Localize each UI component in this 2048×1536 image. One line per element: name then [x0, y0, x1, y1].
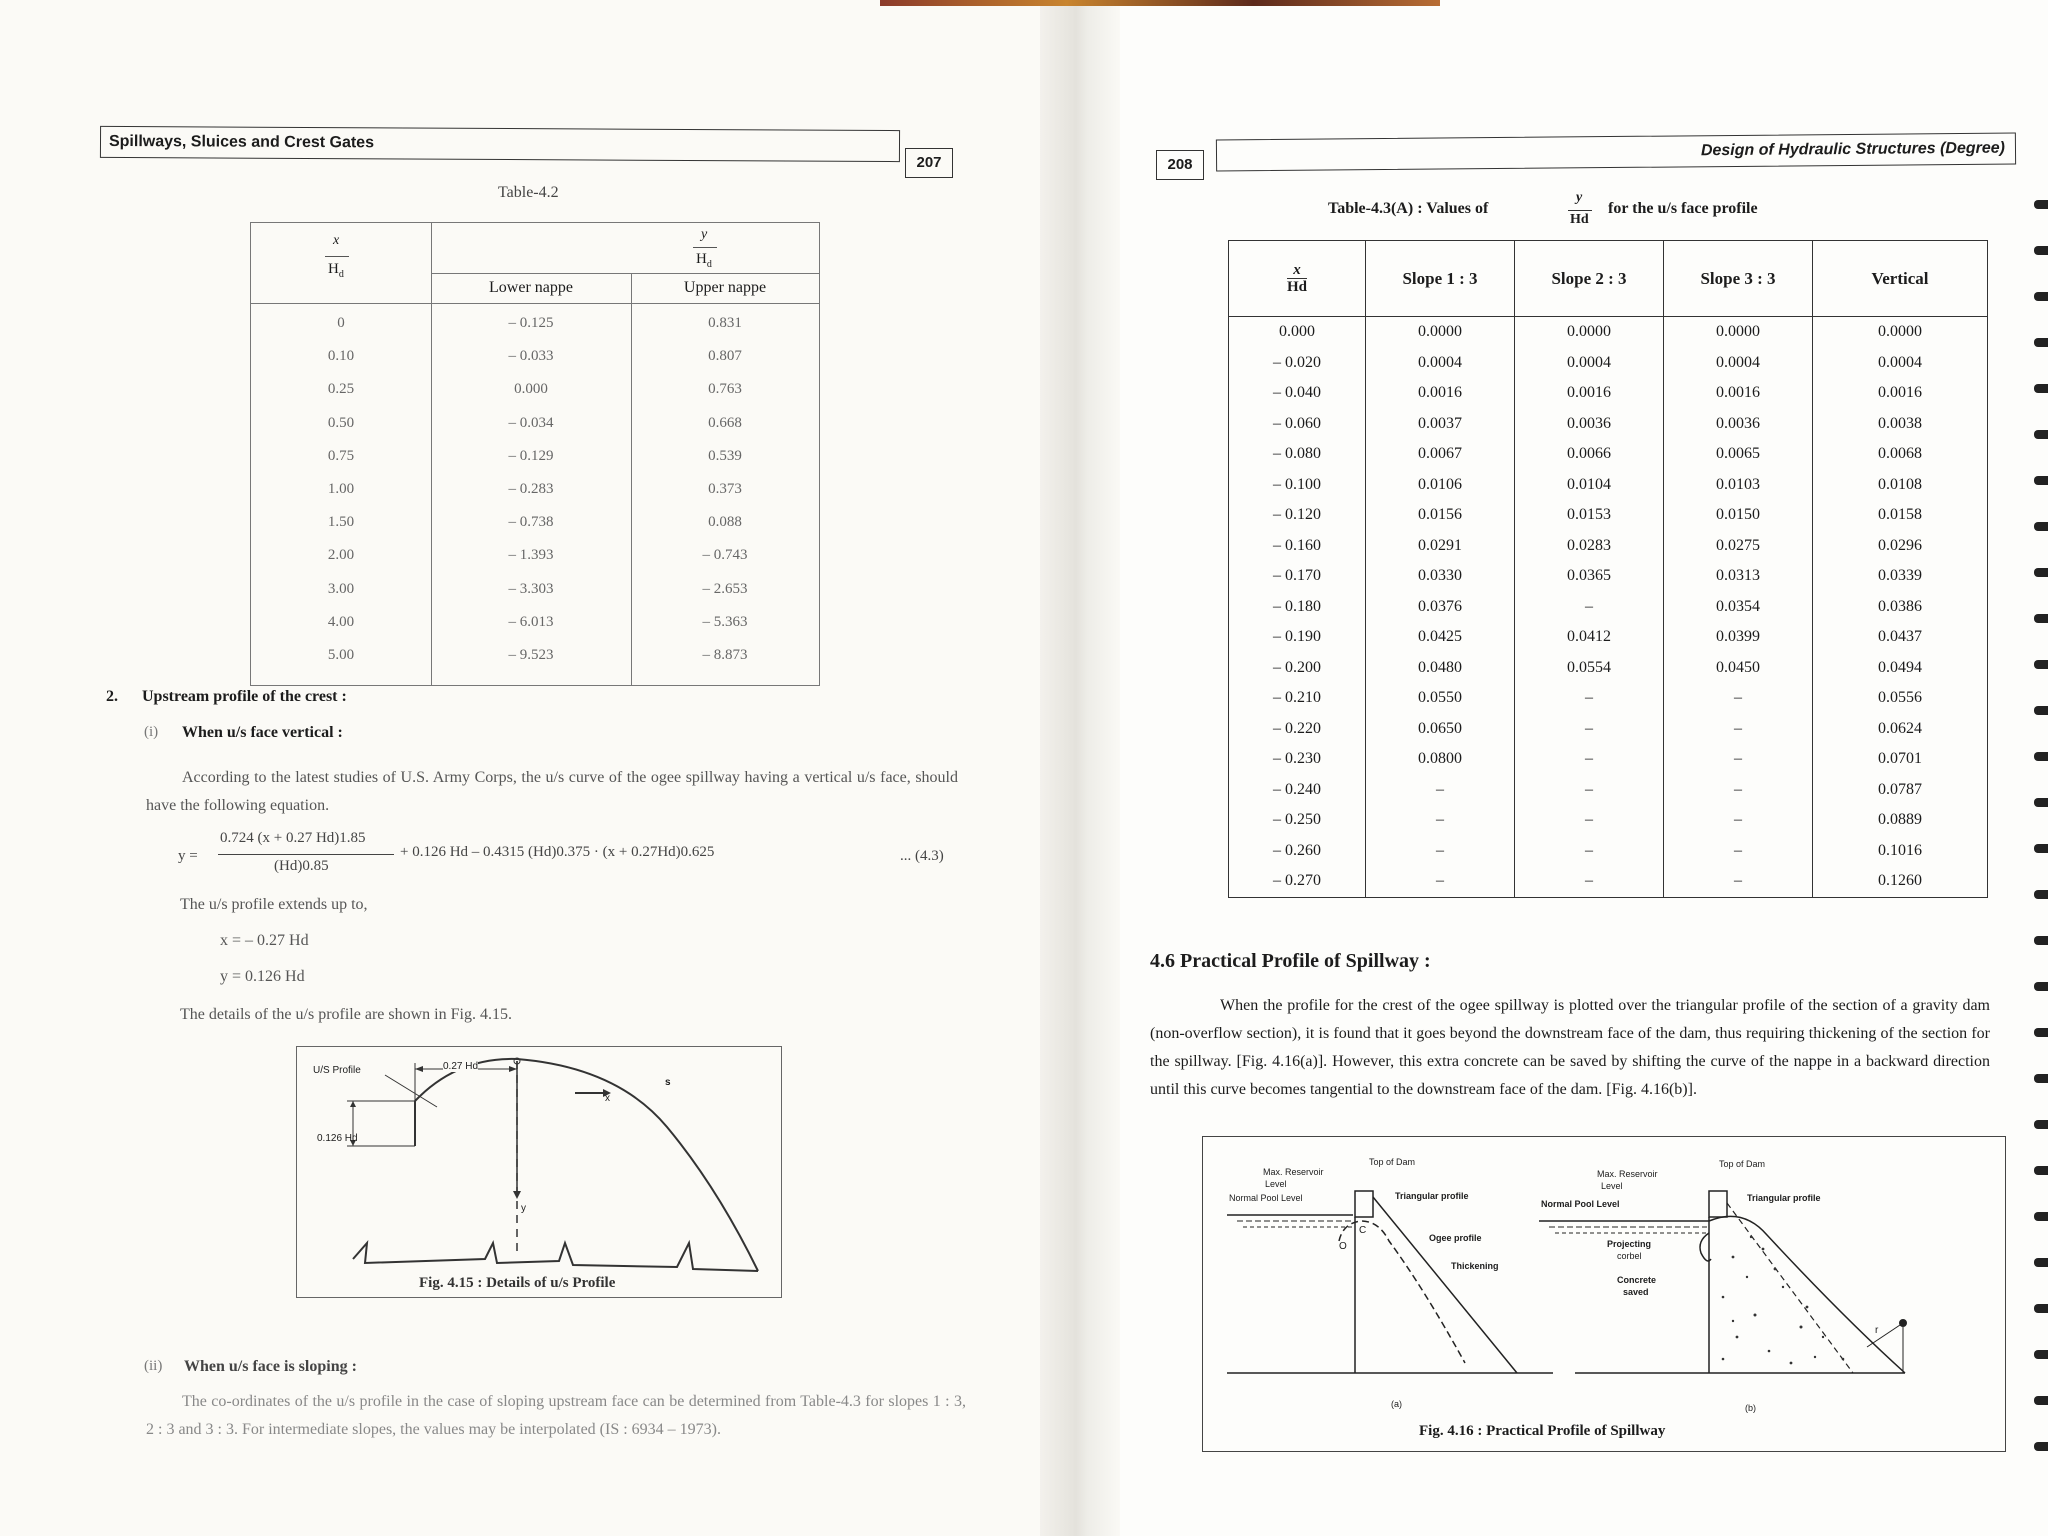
spiral-ring [2034, 1166, 2048, 1175]
table-cell-value: 0.0399 [1664, 622, 1813, 653]
table-cell-value: 0.0004 [1366, 348, 1515, 379]
spiral-ring [2034, 890, 2048, 899]
x-label: x [333, 233, 340, 248]
fig-a-ogee-profile: Ogee profile [1429, 1233, 1482, 1243]
spiral-ring [2034, 798, 2048, 807]
table-cell-value: 0.0104 [1515, 470, 1664, 501]
table-cell-value: 0.0106 [1366, 470, 1515, 501]
table-cell-value: 0.0016 [1366, 378, 1515, 409]
spiral-ring [2034, 660, 2048, 669]
table-cell-value: 0.0066 [1515, 439, 1664, 470]
table-cell-x: – 0.100 [1229, 470, 1366, 501]
table-cell-value: 0.0000 [1515, 317, 1664, 348]
left-header-title: Spillways, Sluices and Crest Gates [108, 132, 375, 152]
table-cell-upper: 0.539 [708, 447, 742, 464]
upper-nappe-header: Upper nappe [683, 279, 767, 296]
table-cell-value: – [1515, 683, 1664, 714]
col-x-den: Hd [1286, 279, 1307, 295]
table-cell-value: 0.0291 [1366, 531, 1515, 562]
section-4-6-title: 4.6 Practical Profile of Spillway : [1150, 950, 1431, 972]
caption-fraction-denominator: Hd [1570, 212, 1589, 227]
col-slope-1-3: Slope 1 : 3 [1366, 241, 1515, 317]
table-cell-x: – 0.120 [1229, 500, 1366, 531]
table-cell-value: – [1515, 805, 1664, 836]
table-cell-value: 0.0800 [1366, 744, 1515, 775]
table-cell-value: – [1515, 714, 1664, 745]
col-x-over-hd [1229, 241, 1366, 317]
spiral-ring [2034, 1074, 2048, 1083]
table-cell-x: 4.00 [327, 613, 355, 630]
table-cell-value: 0.0330 [1366, 561, 1515, 592]
fig-b-sublabel: (b) [1745, 1403, 1756, 1413]
table-cell-x: 3.00 [327, 580, 355, 597]
table-cell-x: – 0.210 [1229, 683, 1366, 714]
caption-prefix: Table-4.3(A) : Values of [1328, 200, 1489, 217]
table-row [251, 307, 819, 340]
spiral-ring [2034, 1350, 2048, 1359]
table-cell-value: 0.0412 [1515, 622, 1664, 653]
spiral-ring [2034, 1120, 2048, 1129]
table-4-3a-body [1229, 317, 1988, 898]
figure-4-16-caption: Fig. 4.16 : Practical Profile of Spillway [1419, 1423, 1666, 1439]
table-cell-value: 0.0275 [1664, 531, 1813, 562]
table-cell-value: 0.0158 [1813, 500, 1988, 531]
table-cell-value: 0.0425 [1366, 622, 1515, 653]
table-cell-lower: – 0.129 [508, 447, 554, 464]
subsection-ii-title: When u/s face is sloping : [184, 1358, 357, 1375]
fig-b-triangular-profile: Triangular profile [1747, 1193, 1821, 1203]
table-cell-value: 0.0313 [1664, 561, 1813, 592]
concrete-stipple [1722, 1236, 1845, 1365]
table-cell-value: 0.0354 [1664, 592, 1813, 623]
fig-b-normal-pool: Normal Pool Level [1541, 1199, 1620, 1209]
label-us-profile: U/S Profile [313, 1065, 361, 1076]
table-cell-value: 0.0554 [1515, 653, 1664, 684]
table-cell-upper: – 5.363 [702, 613, 748, 630]
table-cell-upper: 0.088 [708, 514, 742, 531]
table-cell-value: – [1664, 714, 1813, 745]
equation-fraction-bar [218, 854, 394, 855]
table-cell-lower: – 0.283 [508, 481, 554, 497]
fig-b-top-of-dam: Top of Dam [1719, 1159, 1766, 1169]
spiral-ring [2034, 752, 2048, 761]
table-cell-lower: – 0.125 [508, 315, 554, 331]
table-cell-value: – [1664, 866, 1813, 897]
fig-a-sublabel: (a) [1391, 1399, 1402, 1409]
table-cell-x: – 0.200 [1229, 653, 1366, 684]
table-cell-value: 0.0550 [1366, 683, 1515, 714]
table-row [251, 506, 819, 539]
table-row [1229, 775, 1988, 806]
fig-b-corbel: corbel [1617, 1251, 1642, 1261]
table-cell-x: 2.00 [327, 547, 355, 564]
table-row [1229, 378, 1988, 409]
table-cell-value: 0.0339 [1813, 561, 1988, 592]
table-4-2-y-header [431, 223, 819, 274]
table-row [251, 573, 819, 606]
table-4-3a-caption [1328, 192, 1848, 238]
table-cell-value: – [1515, 744, 1664, 775]
extent-x: x = – 0.27 Hd [220, 932, 309, 949]
spiral-ring [2034, 522, 2048, 531]
table-cell-value: – [1515, 866, 1664, 897]
table-cell-value: 0.0000 [1366, 317, 1515, 348]
table-cell-x: – 0.060 [1229, 409, 1366, 440]
table-row [1229, 714, 1988, 745]
fig-b-level: Level [1601, 1181, 1623, 1191]
table-row [1229, 531, 1988, 562]
equation-numerator: 0.724 (x + 0.27 Hd)1.85 [220, 830, 366, 846]
label-0-27-hd: 0.27 Hd [443, 1061, 479, 1072]
table-cell-x: – 0.180 [1229, 592, 1366, 623]
spiral-ring [2034, 1442, 2048, 1451]
label-x-axis: x [605, 1093, 610, 1104]
fig-b-projecting: Projecting [1607, 1239, 1652, 1249]
table-cell-x: – 0.170 [1229, 561, 1366, 592]
right-page-number: 208 [1156, 150, 1204, 180]
extent-y: y = 0.126 Hd [220, 968, 305, 985]
table-cell-value: 0.0150 [1664, 500, 1813, 531]
table-cell-lower: – 6.013 [508, 613, 554, 630]
table-row [251, 639, 819, 672]
table-cell-upper: – 8.873 [702, 647, 748, 663]
table-cell-lower: 0.000 [514, 381, 548, 398]
table-cell-value: 0.0004 [1664, 348, 1813, 379]
fig-a-label-o: O [1339, 1241, 1347, 1252]
table-row [1229, 561, 1988, 592]
fig-a-triangular-profile: Triangular profile [1395, 1191, 1469, 1201]
table-cell-x: 5.00 [327, 647, 355, 663]
equation-4-3 [178, 830, 958, 890]
equation-rest: + 0.126 Hd – 0.4315 (Hd)0.375 · (x + 0.27Hd)0.625 [400, 844, 715, 860]
table-cell-value: – [1515, 592, 1664, 623]
table-cell-value: 0.0038 [1813, 409, 1988, 440]
table-4-2-x-header [251, 223, 432, 303]
fig-a-normal-pool: Normal Pool Level [1229, 1193, 1303, 1203]
table-cell-value: 0.0283 [1515, 531, 1664, 562]
table-cell-value: – [1366, 805, 1515, 836]
table-cell-value: 0.0296 [1813, 531, 1988, 562]
table-cell-x: 1.50 [327, 514, 355, 531]
table-row [251, 473, 819, 506]
table-cell-value: 0.0787 [1813, 775, 1988, 806]
table-cell-x: 1.00 [327, 481, 355, 497]
table-4-2 [250, 222, 820, 686]
book-cover-edge [880, 0, 1440, 6]
caption-fraction-bar [1568, 210, 1592, 211]
table-cell-value: 0.0065 [1664, 439, 1813, 470]
spiral-ring [2034, 246, 2048, 255]
figure-4-16 [1202, 1136, 2006, 1452]
table-row [1229, 470, 1988, 501]
table-cell-value: – [1664, 744, 1813, 775]
y-fraction-bar [693, 247, 717, 248]
table-cell-value: 0.0701 [1813, 744, 1988, 775]
table-cell-x: – 0.080 [1229, 439, 1366, 470]
table-cell-value: 0.0036 [1515, 409, 1664, 440]
table-cell-value: 0.0450 [1664, 653, 1813, 684]
table-cell-x: 0.25 [327, 381, 355, 398]
table-cell-upper: 0.668 [708, 414, 742, 431]
right-header-title: Design of Hydraulic Structures (Degree) [1700, 139, 2006, 160]
col-slope-3-3: Slope 3 : 3 [1664, 241, 1813, 317]
table-cell-value: 0.0068 [1813, 439, 1988, 470]
fig-b-concrete: Concrete [1617, 1275, 1657, 1285]
spiral-ring [2034, 1304, 2048, 1313]
spiral-ring [2034, 384, 2048, 393]
paragraph-sloping-face: The co-ordinates of the u/s profile in the case of sloping upstream face can be determined from Table-4.3 for slopes 1 : 3, 2 : 3 and 3 : 3. For intermediate slopes, the values may be interpolated (IS : 6934 – 1973). [146, 1393, 966, 1438]
paragraph-fig-ref: The details of the u/s profile are shown in Fig. 4.15. [180, 1006, 512, 1023]
table-row [1229, 500, 1988, 531]
table-cell-value: – [1664, 805, 1813, 836]
table-cell-x: – 0.270 [1229, 866, 1366, 897]
table-cell-value: 0.0016 [1515, 378, 1664, 409]
equation-denominator: (Hd)0.85 [274, 858, 329, 874]
table-cell-x: – 0.240 [1229, 775, 1366, 806]
label-y-axis: y [521, 1203, 526, 1214]
table-cell-value: 0.0103 [1664, 470, 1813, 501]
section-2-number: 2. [106, 688, 118, 705]
table-cell-lower: – 3.303 [508, 580, 554, 597]
table-cell-upper: 0.373 [708, 481, 742, 497]
spiral-ring [2034, 568, 2048, 577]
table-cell-upper: 0.807 [708, 348, 742, 365]
table-row [1229, 409, 1988, 440]
figure-4-15 [296, 1046, 782, 1298]
table-cell-x: – 0.020 [1229, 348, 1366, 379]
spiral-ring [2034, 200, 2048, 209]
subsection-ii-number: (ii) [144, 1358, 163, 1374]
fig-b-saved: saved [1623, 1287, 1649, 1297]
label-0-126-hd: 0.126 Hd [317, 1133, 358, 1144]
fig-a-max-reservoir: Max. Reservoir [1263, 1167, 1324, 1177]
spiral-ring [2034, 1212, 2048, 1221]
table-4-2-header [251, 223, 819, 304]
equation-number: ... (4.3) [900, 848, 944, 864]
fig-b-label-r: r [1875, 1325, 1879, 1336]
table-cell-value: – [1366, 775, 1515, 806]
equation-lhs: y = [178, 848, 198, 864]
spiral-ring [2034, 292, 2048, 301]
table-cell-upper: – 0.743 [702, 547, 748, 564]
table-cell-value: 0.0004 [1515, 348, 1664, 379]
table-cell-x: – 0.230 [1229, 744, 1366, 775]
fig-a-top-of-dam: Top of Dam [1369, 1157, 1416, 1167]
table-cell-lower: – 0.033 [508, 348, 554, 365]
table-cell-value: – [1515, 836, 1664, 867]
table-4-2-body [251, 307, 819, 677]
table-row [1229, 348, 1988, 379]
spiral-ring [2034, 982, 2048, 991]
table-cell-value: – [1664, 836, 1813, 867]
left-page-number: 207 [905, 148, 953, 178]
table-cell-value: 0.0386 [1813, 592, 1988, 623]
fig-b-max-reservoir: Max. Reservoir [1597, 1169, 1658, 1179]
caption-suffix: for the u/s face profile [1608, 200, 1758, 217]
table-cell-x: 0.50 [327, 414, 355, 431]
table-row [1229, 744, 1988, 775]
table-4-2-caption: Table-4.2 [498, 184, 559, 201]
table-row [251, 407, 819, 440]
x-denominator: $H_d$ [328, 261, 344, 280]
table-cell-lower: – 1.393 [508, 547, 554, 564]
table-cell-lower: – 0.034 [508, 414, 554, 431]
table-cell-value: 0.0067 [1366, 439, 1515, 470]
table-cell-x: – 0.250 [1229, 805, 1366, 836]
left-running-header [100, 126, 900, 162]
spiral-ring [2034, 1396, 2048, 1405]
table-cell-value: 0.0000 [1813, 317, 1988, 348]
table-row [251, 606, 819, 639]
table-cell-x: – 0.190 [1229, 622, 1366, 653]
table-row [1229, 317, 1988, 348]
section-2-title: Upstream profile of the crest : [142, 688, 347, 705]
y-denominator: $H_d$ [696, 251, 712, 270]
spiral-ring [2034, 1028, 2048, 1037]
table-cell-value: 0.0889 [1813, 805, 1988, 836]
table-cell-value: 0.0494 [1813, 653, 1988, 684]
spiral-ring [2034, 936, 2048, 945]
y-label: y [701, 227, 708, 242]
col-slope-2-3: Slope 2 : 3 [1515, 241, 1664, 317]
table-cell-x: 0 [337, 315, 345, 331]
table-cell-value: 0.0016 [1813, 378, 1988, 409]
subsection-i-title: When u/s face vertical : [182, 724, 343, 741]
table-cell-value: 0.0376 [1366, 592, 1515, 623]
col-vertical: Vertical [1813, 241, 1988, 317]
table-cell-upper: – 2.653 [702, 580, 748, 597]
table-cell-x: 0.75 [327, 447, 355, 464]
table-row [1229, 805, 1988, 836]
table-cell-value: – [1664, 683, 1813, 714]
table-cell-value: 0.0156 [1366, 500, 1515, 531]
table-cell-value: 0.0016 [1664, 378, 1813, 409]
table-cell-x: – 0.160 [1229, 531, 1366, 562]
paragraph-extends: The u/s profile extends up to, [180, 896, 368, 913]
table-row [251, 440, 819, 473]
spiral-ring [2034, 844, 2048, 853]
table-cell-value: 0.0108 [1813, 470, 1988, 501]
lower-nappe-header: Lower nappe [431, 273, 632, 303]
table-cell-value: – [1515, 775, 1664, 806]
x-fraction-bar [325, 256, 349, 257]
fig-a-thickening: Thickening [1451, 1261, 1499, 1271]
table-4-3a [1228, 240, 1988, 898]
spiral-ring [2034, 338, 2048, 347]
table-row [251, 539, 819, 572]
paragraph-us-army-corps: According to the latest studies of U.S. Army Corps, the u/s curve of the ogee spillway having a vertical u/s face, should have the following equation. [146, 769, 958, 814]
table-cell-x: 0.10 [327, 348, 355, 365]
table-cell-value: 0.0365 [1515, 561, 1664, 592]
book-gutter [1040, 0, 1120, 1536]
table-cell-value: 0.0000 [1664, 317, 1813, 348]
spiral-ring [2034, 706, 2048, 715]
col-x-num: x [1287, 262, 1307, 279]
table-cell-upper: 0.831 [708, 315, 742, 331]
table-cell-x: – 0.260 [1229, 836, 1366, 867]
section-4-6-paragraph: When the profile for the crest of the ogee spillway is plotted over the triangular profile of the section of a gravity dam (non-overflow section), it is found that it goes beyond the downstream face of the dam, thus requiring thickening of the section for the spillway. [Fig. 4.16(a)]. However, this extra concrete can be saved by shifting the curve of the nappe in a backward direction until this curve becomes tangential to the downstream face of the dam. [Fig. 4.16(b)]. [1150, 997, 1990, 1098]
table-row [1229, 439, 1988, 470]
table-cell-lower: – 9.523 [508, 647, 554, 663]
table-row [1229, 622, 1988, 653]
table-cell-value: 0.0036 [1664, 409, 1813, 440]
table-cell-lower: – 0.738 [508, 514, 554, 531]
table-cell-x: – 0.220 [1229, 714, 1366, 745]
table-cell-x: – 0.040 [1229, 378, 1366, 409]
table-row [1229, 836, 1988, 867]
table-cell-value: – [1366, 836, 1515, 867]
table-cell-x: 0.000 [1229, 317, 1366, 348]
table-cell-value: 0.0437 [1813, 622, 1988, 653]
subsection-i-number: (i) [144, 724, 159, 740]
table-cell-value: 0.0004 [1813, 348, 1988, 379]
caption-fraction-numerator: y [1576, 190, 1583, 205]
table-row [1229, 653, 1988, 684]
table-cell-value: 0.0556 [1813, 683, 1988, 714]
table-cell-value: 0.1260 [1813, 866, 1988, 897]
spiral-ring [2034, 476, 2048, 485]
spiral-ring [2034, 1258, 2048, 1267]
fig-a-label-c: C [1359, 1225, 1367, 1236]
table-cell-upper: 0.763 [708, 381, 742, 398]
table-row [1229, 866, 1988, 897]
table-cell-value: 0.1016 [1813, 836, 1988, 867]
fig-a-level: Level [1265, 1179, 1287, 1189]
table-cell-value: 0.0624 [1813, 714, 1988, 745]
table-row [251, 340, 819, 373]
table-cell-value: 0.0650 [1366, 714, 1515, 745]
table-row [1229, 683, 1988, 714]
table-cell-value: – [1664, 775, 1813, 806]
spiral-ring [2034, 614, 2048, 623]
table-row [251, 373, 819, 406]
table-cell-value: – [1366, 866, 1515, 897]
table-cell-value: 0.0037 [1366, 409, 1515, 440]
figure-4-15-caption: Fig. 4.15 : Details of u/s Profile [419, 1275, 616, 1291]
spiral-ring [2034, 430, 2048, 439]
table-row [1229, 592, 1988, 623]
label-s: s [665, 1077, 671, 1088]
figure-4-15-drawing [297, 1047, 781, 1297]
table-cell-value: 0.0153 [1515, 500, 1664, 531]
table-cell-value: 0.0480 [1366, 653, 1515, 684]
